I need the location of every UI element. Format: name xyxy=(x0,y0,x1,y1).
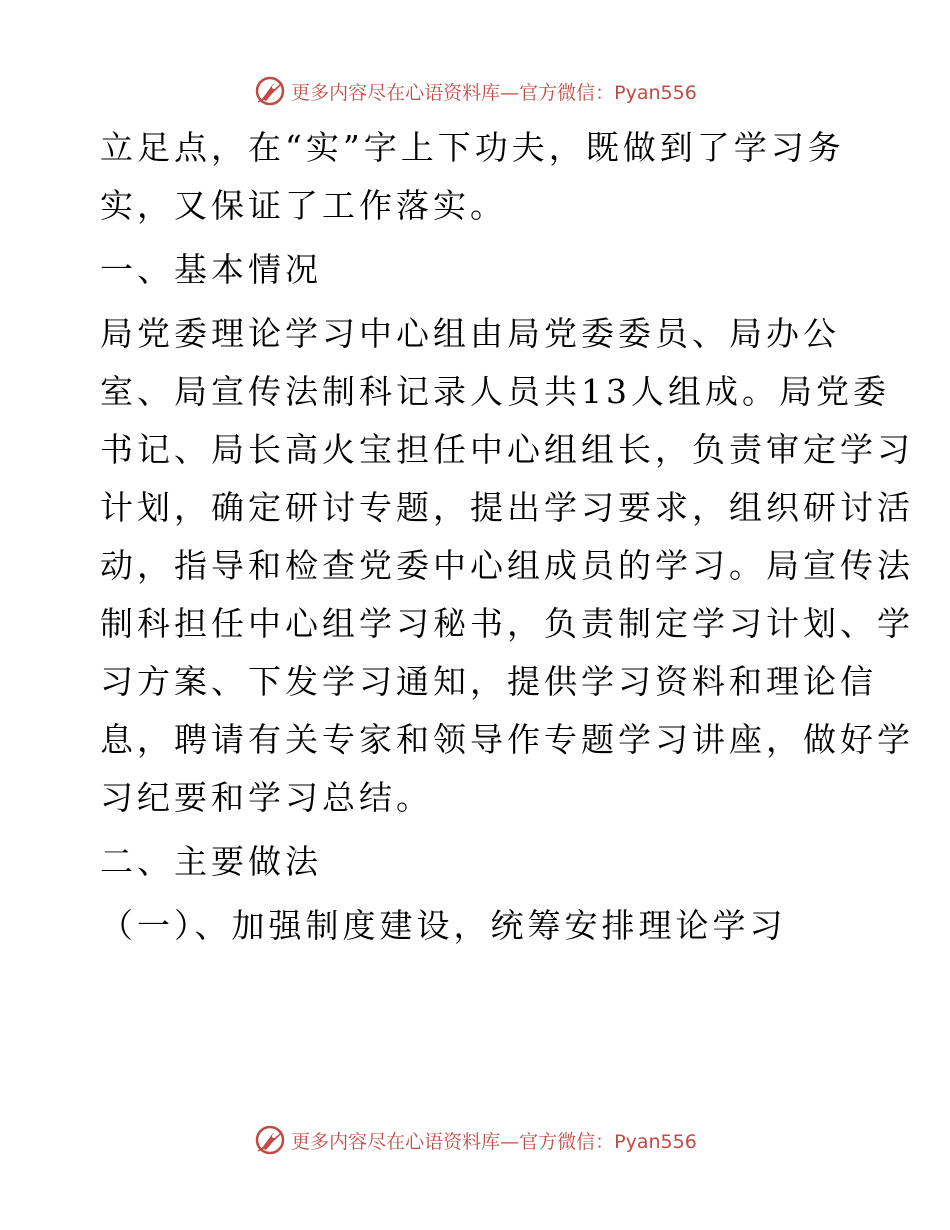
paragraph-line: 室、局宣传法制科记录人员共13人组成。局党委 xyxy=(100,372,890,411)
paragraph-line: 习方案、下发学习通知，提供学习资料和理论信 xyxy=(100,662,877,701)
paragraph-line: 书记、局长高火宝担任中心组组长，负责审定学习 xyxy=(100,430,914,469)
paragraph-line: 息，聘请有关专家和领导作专题学习讲座，做好学 xyxy=(100,720,914,759)
paragraph-line: 习纪要和学习总结。 xyxy=(100,778,433,817)
section-heading-basic: 一、基本情况 xyxy=(100,250,322,289)
paragraph-line: 制科担任中心组学习秘书，负责制定学习计划、学 xyxy=(100,604,914,643)
subsection-heading: （一）、加强制度建设，统筹安排理论学习 xyxy=(100,906,787,945)
watermark-text: 更多内容尽在心语资料库—官方微信：Pyan556 xyxy=(291,1130,697,1153)
footer-watermark xyxy=(0,1120,950,1160)
watermark-text: 更多内容尽在心语资料库—官方微信：Pyan556 xyxy=(291,81,697,104)
paragraph-line: 实，又保证了工作落实。 xyxy=(100,186,507,225)
section-heading-methods: 二、主要做法 xyxy=(100,842,322,881)
paragraph-line: 立足点，在“实”字上下功夫，既做到了学习务 xyxy=(100,128,845,167)
paragraph-line: 局党委理论学习中心组由局党委委员、局办公 xyxy=(100,314,840,353)
document-body xyxy=(100,125,914,961)
paragraph-line: 动，指导和检查党委中心组成员的学习。局宣传法 xyxy=(100,546,914,585)
pen-nib-logo-icon xyxy=(253,1123,287,1157)
header-watermark xyxy=(0,71,950,111)
paragraph-line: 计划，确定研讨专题，提出学习要求，组织研讨活 xyxy=(100,488,914,527)
pen-nib-logo-icon xyxy=(253,74,287,108)
